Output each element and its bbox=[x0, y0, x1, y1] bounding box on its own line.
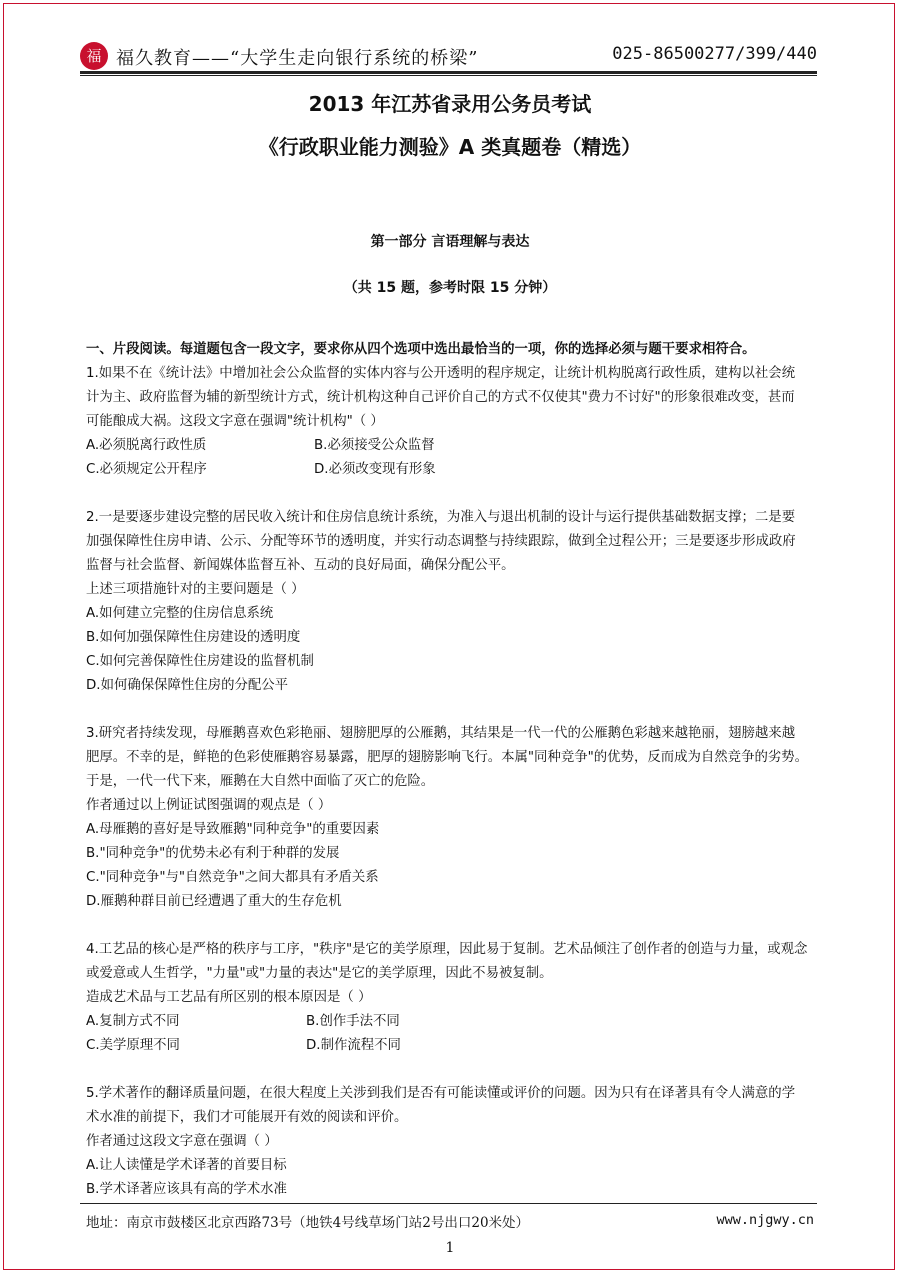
option-row bbox=[86, 434, 816, 458]
header-slogan: 福久教育——“大学生走向银行系统的桥梁” bbox=[116, 48, 479, 69]
option-c: C.如何完善保障性住房建设的监督机制 bbox=[86, 654, 314, 669]
page-number: 1 bbox=[445, 1240, 455, 1256]
question-line: 4.工艺品的核心是严格的秩序与工序，"秩序"是它的美学原理，因此易于复制。艺术品倾注了创作者的创造与力量，或观念 bbox=[86, 942, 808, 957]
option-d: D.如何确保保障性住房的分配公平 bbox=[86, 678, 289, 693]
option-d: D.雁鹅种群目前已经遭遇了重大的生存危机 bbox=[86, 894, 342, 909]
section-time-limit: （共 15 题，参考时限 15 分钟） bbox=[343, 280, 557, 296]
question-content bbox=[86, 338, 816, 1202]
question-1 bbox=[86, 362, 816, 482]
footer-divider bbox=[80, 1203, 817, 1204]
option-c: C."同种竞争"与"自然竞争"之间大都具有矛盾关系 bbox=[86, 870, 379, 885]
question-line: 作者通过这段文字意在强调（ ） bbox=[86, 1134, 278, 1149]
question-line: 于是，一代一代下来，雁鹅在大自然中面临了灭亡的危险。 bbox=[86, 774, 435, 789]
header-divider-thin bbox=[80, 75, 817, 76]
option-row bbox=[86, 458, 816, 482]
option-a: A.如何建立完整的住房信息系统 bbox=[86, 606, 274, 621]
option-c: C.美学原理不同 bbox=[86, 1038, 180, 1053]
question-line: 加强保障性住房申请、公示、分配等环节的透明度，并实行动态调整与持续跟踪，做到全过程公开；三是要逐步形成政府 bbox=[86, 534, 796, 549]
question-line: 肥厚。不幸的是，鲜艳的色彩使雁鹅容易暴露，肥厚的翅膀影响飞行。本属"同种竞争"的优势，反而成为自然竞争的劣势。 bbox=[86, 750, 809, 765]
option-b: B.如何加强保障性住房建设的透明度 bbox=[86, 630, 301, 645]
question-line: 2.一是要逐步建设完整的居民收入统计和住房信息统计系统，为准入与退出机制的设计与运行提供基础数据支撑；二是要 bbox=[86, 510, 796, 525]
question-line: 或爱意或人生哲学，"力量"或"力量的表达"是它的美学原理，因此不易被复制。 bbox=[86, 966, 553, 981]
option-a: A.让人读懂是学术译著的首要目标 bbox=[86, 1158, 287, 1173]
option-a: A.必须脱离行政性质 bbox=[86, 438, 207, 453]
question-3 bbox=[86, 722, 816, 914]
question-line: 5.学术著作的翻译质量问题，在很大程度上关涉到我们是否有可能读懂或评价的问题。因为只有在译著具有令人满意的学 bbox=[86, 1086, 796, 1101]
header-divider bbox=[80, 71, 817, 74]
option-a: A.母雁鹅的喜好是导致雁鹅"同种竞争"的重要因素 bbox=[86, 822, 380, 837]
footer-website-link[interactable]: www.njgwy.cn bbox=[716, 1212, 814, 1228]
question-line: 造成艺术品与工艺品有所区别的根本原因是（ ） bbox=[86, 990, 372, 1005]
question-line: 术水准的前提下，我们才可能展开有效的阅读和评价。 bbox=[86, 1110, 408, 1125]
option-row bbox=[86, 1034, 816, 1058]
option-row bbox=[86, 1010, 816, 1034]
page-header bbox=[80, 38, 817, 72]
option-b: B.创作手法不同 bbox=[306, 1014, 400, 1029]
option-b: B."同种竞争"的优势未必有利于种群的发展 bbox=[86, 846, 340, 861]
question-line: 可能酿成大祸。这段文字意在强调"统计机构"（ ） bbox=[86, 414, 384, 429]
header-phone: 025-86500277/399/440 bbox=[612, 44, 817, 64]
option-b: B.学术译著应该具有高的学术水准 bbox=[86, 1182, 287, 1197]
question-line: 作者通过以上例证试图强调的观点是（ ） bbox=[86, 798, 332, 813]
option-b: B.必须接受公众监督 bbox=[314, 438, 435, 453]
question-2 bbox=[86, 506, 816, 698]
question-line: 1.如果不在《统计法》中增加社会公众监督的实体内容与公开透明的程序规定，让统计机构脱离行政性质，建构以社会统 bbox=[86, 366, 796, 381]
footer-address: 地址：南京市鼓楼区北京西路73号（地铁4号线草场门站2号出口20米处） bbox=[86, 1215, 530, 1231]
question-line: 3.研究者持续发现，母雁鹅喜欢色彩艳丽、翅膀肥厚的公雁鹅，其结果是一代一代的公雁鹅色彩越来越艳丽，翅膀越来越 bbox=[86, 726, 796, 741]
option-d: D.制作流程不同 bbox=[306, 1038, 401, 1053]
question-line: 计为主、政府监督为辅的新型统计方式，统计机构这种自己评价自己的方式不仅使其"费力不讨好"的形象很难改变，甚而 bbox=[86, 390, 795, 405]
option-a: A.复制方式不同 bbox=[86, 1014, 180, 1029]
question-line: 监督与社会监督、新闻媒体监督互补、互动的良好局面，确保分配公平。 bbox=[86, 558, 515, 573]
instruction-text: 一、片段阅读。每道题包含一段文字，要求你从四个选项中选出最恰当的一项，你的选择必须与题干要求相符合。 bbox=[86, 342, 756, 357]
brand-logo-icon: 福 bbox=[80, 42, 108, 70]
question-4 bbox=[86, 938, 816, 1058]
option-c: C.必须规定公开程序 bbox=[86, 462, 207, 477]
exam-subtitle: 《行政职业能力测验》A 类真题卷（精选） bbox=[258, 135, 642, 159]
exam-title: 2013 年江苏省录用公务员考试 bbox=[308, 92, 592, 116]
question-5 bbox=[86, 1082, 816, 1202]
section-heading: 第一部分 言语理解与表达 bbox=[370, 234, 530, 250]
option-d: D.必须改变现有形象 bbox=[314, 462, 436, 477]
question-line: 上述三项措施针对的主要问题是（ ） bbox=[86, 582, 305, 597]
